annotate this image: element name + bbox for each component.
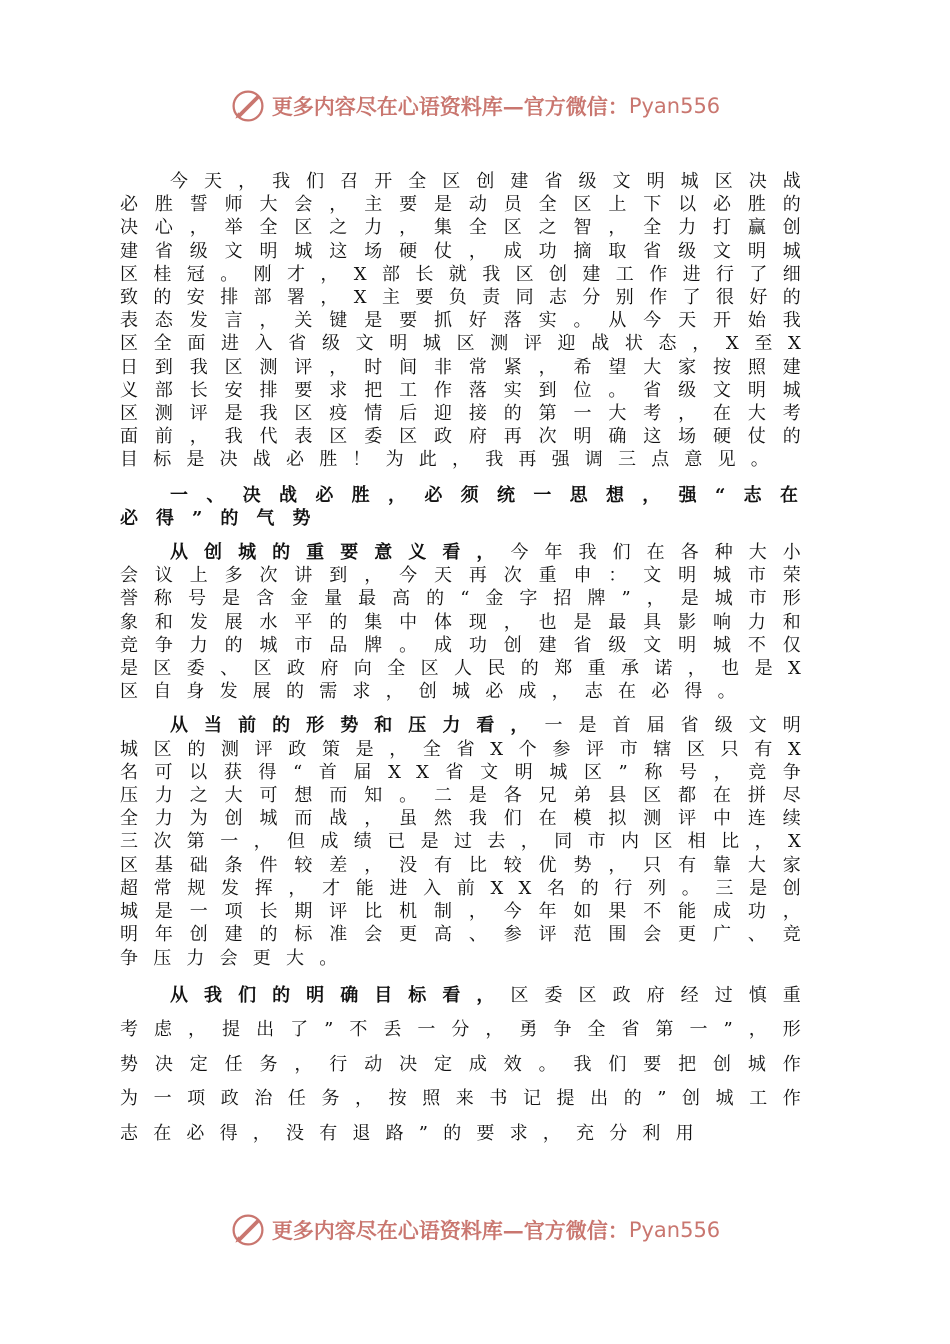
paragraph-text: 今天，我们召开全区创建省级文明城区决战必胜誓师大会，主要是动员全区上下以必胜的决心，举全区之力，集全区之智，全力打赢创建省级文明城这场硬仗，成功摘取省级文明城区桂冠。刚才，X部长就我区创建工作进行了细致的安排部署，X主要负责同志分别作了很好的表态发言，关键是要抓好落实。从今天开始我区全面进入省级文明城区测评迎战状态，X至X日到我区测评，时间非常紧，希望大家按照建义部长安排要求把工作落实到位。省级文明城区测评是我区疫情后迎接的第一大考，在大考面前，我代表区委区政府再次明确这场硬仗的目标是决战必胜！为此，我再强调三点意见。 [120,171,816,471]
section-heading: 一、决战必胜，必须统一思想，强“志在必得”的气势 [120,484,816,529]
watermark-id: Pyan556 [628,1218,721,1242]
watermark-text: 更多内容尽在心语资料库—官方微信： [271,1218,629,1243]
paragraph-lead: 从我们的明确目标看， [170,984,511,1006]
paragraph-goal [120,979,816,1152]
watermark-id: Pyan556 [628,94,721,118]
document-body [120,170,816,1151]
paragraph-lead: 从当前的形势和压力看， [170,715,545,737]
paragraph-significance [120,541,816,703]
paragraph-lead: 从创城的重要意义看， [170,542,511,564]
paragraph-situation [120,714,816,969]
pen-logo-icon [230,1212,266,1248]
watermark-footer [0,1210,950,1250]
pen-logo-icon [230,88,266,124]
paragraph-text: 一是首届省级文明城区的测评政策是，全省X个参评市辖区只有X名可以获得“首届XX省文明城区”称号，竞争压力之大可想而知。二是各兄弟县区都在拼尽全力为创城而战，虽然我们在模拟测评中连续三次第一，但成绩已是过去，同市内区相比，X区基础条件较差，没有比较优势，只有靠大家超常规发挥，才能进入前XX名的行列。三是创城是一项长期评比机制，今年如果不能成功，明年创建的标准会更高、参评范围会更广、竞争压力会更大。 [120,715,816,969]
paragraph-intro [120,170,816,472]
paragraph-text: 区委区政府经过慎重考虑，提出了”不丢一分，勇争全省第一”，形势决定任务，行动决定成效。我们要把创城作为一项政治任务，按照来书记提出的”创城工作志在必得，没有退路”的要求，充分利用 [120,984,816,1144]
watermark-text: 更多内容尽在心语资料库—官方微信： [271,94,629,119]
watermark-header [0,86,950,126]
paragraph-text: 今年我们在各种大小会议上多次讲到，今天再次重申：文明城市荣誉称号是含金量最高的“金字招牌”，是城市形象和发展水平的集中体现，也是最具影响力和竞争力的城市品牌。成功创建省级文明城不仅是区委、区政府向全区人民的郑重承诺，也是X区自身发展的需求，创城必成，志在必得。 [120,542,816,703]
